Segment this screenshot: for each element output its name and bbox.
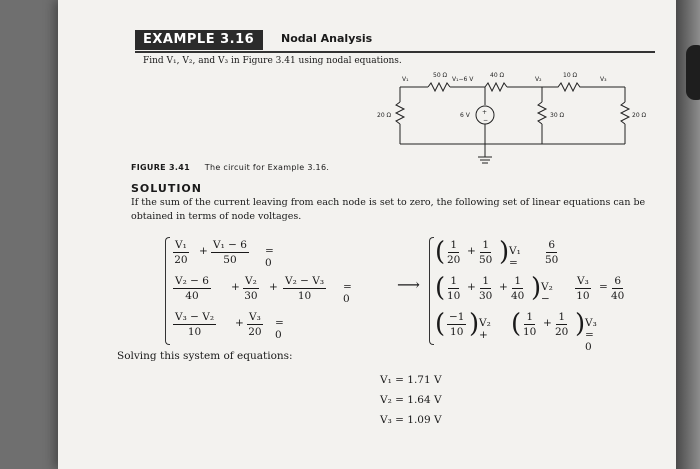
fraction: $\frac{\text{V₁}}{20}$ (174, 239, 188, 266)
equals-zero: = 0 (265, 245, 274, 269)
operator: + (499, 281, 508, 293)
variable-v1: V₁ = (509, 245, 521, 269)
fraction: $\frac{\text{V₃}}{20}$ (248, 311, 262, 338)
result-row (380, 370, 442, 390)
left-brace (165, 237, 170, 345)
solution-heading: SOLUTION (131, 182, 202, 195)
resistor-50-label: 50 Ω (433, 72, 448, 79)
header-rule (135, 51, 655, 53)
figure-caption (131, 163, 329, 172)
variable-v2: V₂ + (479, 317, 491, 341)
fraction: $\frac{6}{40}$ (611, 275, 625, 302)
operator: + (235, 317, 244, 329)
implies-arrow: ⟶ (397, 275, 420, 294)
variable-v2: V₂ − (541, 281, 553, 305)
variable-v3: V₃ = 0 (585, 317, 597, 353)
operator: + (467, 245, 476, 257)
result-row (380, 410, 442, 430)
problem-statement: Find V₁, V₂, and V₃ in Figure 3.41 using nodal equations. (143, 56, 402, 66)
resistor-10-label: 10 Ω (563, 72, 578, 79)
resistor-40-label: 40 Ω (490, 72, 505, 79)
fraction: $\frac{-1}{10}$ (449, 311, 465, 338)
node-v3-label: V₃ (600, 76, 607, 83)
results-block (380, 370, 442, 430)
solving-text: Solving this system of equations: (117, 350, 293, 362)
example-label: EXAMPLE 3.16 (135, 30, 263, 50)
result-value: = 1.64 V (395, 394, 442, 406)
operator: + (199, 245, 208, 257)
example-header (135, 30, 655, 52)
operator: + (543, 317, 552, 329)
figure-number: FIGURE 3.41 (131, 163, 190, 172)
result-value: = 1.09 V (395, 414, 442, 426)
right-brace (429, 237, 434, 345)
fraction: $\frac{6}{50}$ (545, 239, 559, 266)
resistor-20-right-label: 20 Ω (632, 112, 647, 119)
fraction: $\frac{1}{40}$ (511, 275, 525, 302)
fraction: $\frac{1}{10}$ (447, 275, 461, 302)
fraction: $\frac{1}{50}$ (479, 239, 493, 266)
solution-paragraph: If the sum of the current leaving from each node is set to zero, the following set of linear equations can be obtained in terms of node voltages. (131, 197, 646, 222)
operator: + (269, 281, 278, 293)
fraction: $\frac{1}{10}$ (523, 311, 537, 338)
result-label: V₁ (380, 374, 392, 386)
result-row (380, 390, 442, 410)
fraction: $\frac{\text{V₂ − 6}}{40}$ (175, 275, 209, 302)
fraction: $\frac{\text{V₁ − 6}}{50}$ (213, 239, 247, 266)
fraction: $\frac{1}{20}$ (447, 239, 461, 266)
fraction: $\frac{\text{V₂}}{30}$ (244, 275, 258, 302)
node-v1-label: V₁ (402, 76, 409, 83)
result-label: V₂ (380, 394, 392, 406)
equals-zero: = 0 (275, 317, 284, 341)
resistor-20-left-label: 20 Ω (377, 112, 392, 119)
source-6v-label: 6 V (460, 112, 470, 119)
resistor-30-label: 30 Ω (550, 112, 565, 119)
operator: + (231, 281, 240, 293)
source-plus: + (482, 109, 488, 116)
fraction: $\frac{\text{V₃ − V₂}}{10}$ (175, 311, 215, 338)
source-minus: − (483, 117, 489, 124)
node-v2-label: V₂ (535, 76, 542, 83)
circuit-diagram (370, 62, 660, 172)
operator: + (467, 281, 476, 293)
fraction: $\frac{\text{V₂ − V₃}}{10}$ (285, 275, 325, 302)
voltage-drop-label: V₁−6 V (452, 76, 474, 83)
result-label: V₃ (380, 414, 392, 426)
equals-sign: = (599, 281, 608, 293)
background-object (686, 45, 700, 100)
fraction: $\frac{\text{V₃}}{10}$ (576, 275, 590, 302)
figure-caption-text: The circuit for Example 3.16. (204, 163, 330, 172)
fraction: $\frac{1}{30}$ (479, 275, 493, 302)
example-title: Nodal Analysis (281, 32, 373, 45)
fraction: $\frac{1}{20}$ (555, 311, 569, 338)
equals-zero: = 0 (343, 281, 352, 305)
result-value: = 1.71 V (395, 374, 442, 386)
